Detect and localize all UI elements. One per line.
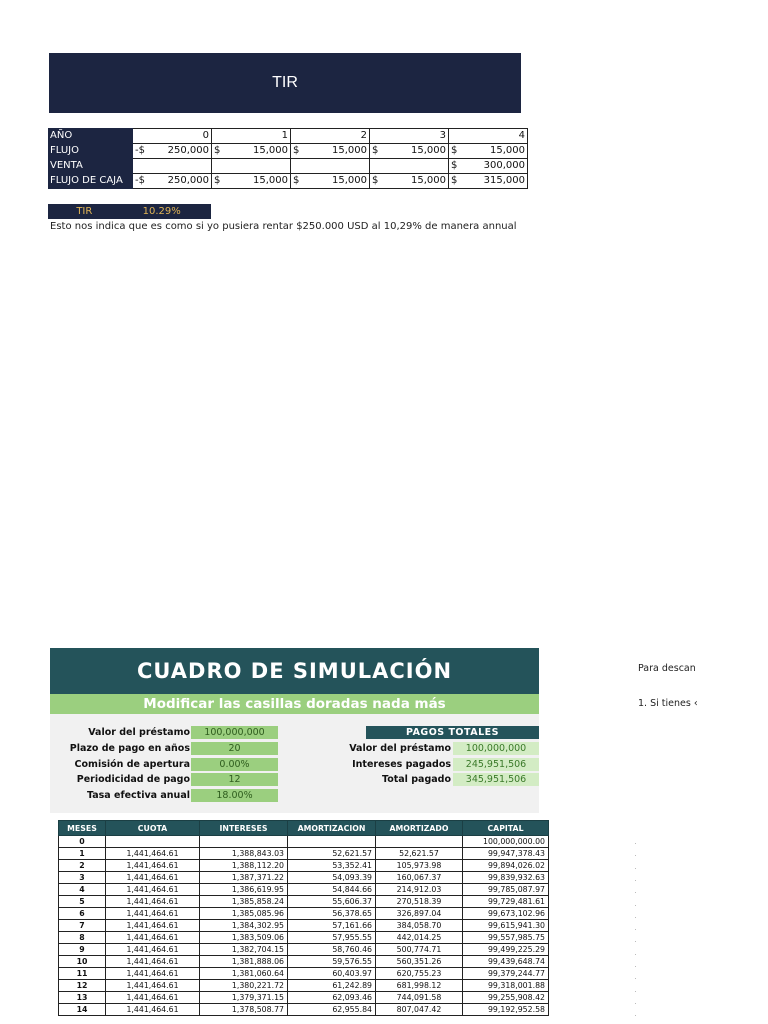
total-row-interest [300, 758, 451, 771]
side-mark [635, 917, 636, 918]
column-header: AMORTIZADO [376, 821, 463, 836]
row-label: FLUJO [49, 144, 133, 159]
table-row [59, 920, 549, 932]
value-cell[interactable]: $ 15,000 [449, 144, 528, 159]
total-interest-value: 245,951,506 [453, 758, 539, 771]
simulation-title [50, 648, 539, 694]
table-row [59, 908, 549, 920]
table-cell[interactable]: 2 [59, 860, 106, 872]
table-cell[interactable]: 1,382,704.15 [200, 944, 288, 956]
table-cell[interactable]: 1,441,464.61 [106, 884, 200, 896]
table-cell[interactable]: 60,403.97 [288, 968, 376, 980]
table-cell[interactable]: 99,379,244.77 [463, 968, 549, 980]
table-cell[interactable]: 99,947,378.43 [463, 848, 549, 860]
table-cell[interactable]: 442,014.25 [376, 932, 463, 944]
table-cell[interactable]: 56,378.65 [288, 908, 376, 920]
table-cell[interactable]: 100,000,000.00 [463, 836, 549, 848]
simulation-subtitle-text: Modificar las casillas doradas nada más [143, 696, 446, 712]
table-cell[interactable]: 1,441,464.61 [106, 932, 200, 944]
table-cell[interactable]: 744,091.58 [376, 992, 463, 1004]
value-cell[interactable]: $ 15,000 [291, 174, 370, 189]
year-label: AÑO [49, 129, 133, 144]
table-cell[interactable]: 53,352.41 [288, 860, 376, 872]
table-cell[interactable]: 62,955.84 [288, 1004, 376, 1016]
side-text-line1: Para descan [638, 663, 696, 674]
table-cell[interactable]: 1,378,508.77 [200, 1004, 288, 1016]
value-cell[interactable]: $ 15,000 [212, 174, 291, 189]
value-cell[interactable]: $ 315,000 [449, 174, 528, 189]
table-cell[interactable]: 560,351.26 [376, 956, 463, 968]
table-cell[interactable]: 99,839,932.63 [463, 872, 549, 884]
amortization-table [58, 820, 549, 1016]
table-row [59, 836, 549, 848]
table-cell[interactable]: 12 [59, 980, 106, 992]
table-cell[interactable]: 4 [59, 884, 106, 896]
table-cell[interactable]: 0 [59, 836, 106, 848]
input-row-commission [50, 758, 190, 771]
side-mark [635, 929, 636, 930]
table-row [59, 992, 549, 1004]
value-cell[interactable] [212, 159, 291, 174]
table-cell[interactable]: 57,161.66 [288, 920, 376, 932]
table-cell[interactable]: 270,518.39 [376, 896, 463, 908]
totals-title: PAGOS TOTALES [366, 726, 539, 739]
table-row [59, 944, 549, 956]
input-row-rate [50, 789, 190, 802]
table-cell[interactable]: 1,385,085.96 [200, 908, 288, 920]
table-cell[interactable]: 10 [59, 956, 106, 968]
table-cell[interactable] [200, 836, 288, 848]
tir-title: TIR [272, 74, 298, 91]
value-cell[interactable]: -$ 250,000 [133, 174, 212, 189]
table-row [59, 956, 549, 968]
table-cell[interactable]: 62,093.46 [288, 992, 376, 1004]
table-cell[interactable]: 1,385,858.24 [200, 896, 288, 908]
table-cell[interactable]: 160,067.37 [376, 872, 463, 884]
side-mark [635, 1003, 636, 1004]
total-paid-value: 345,951,506 [453, 773, 539, 786]
value-cell[interactable] [291, 159, 370, 174]
term-years-input[interactable]: 20 [191, 742, 278, 755]
side-text-line2: 1. Si tienes ‹ [638, 698, 698, 709]
table-cell[interactable]: 1,441,464.61 [106, 944, 200, 956]
value-cell[interactable]: $ 15,000 [212, 144, 291, 159]
side-mark [635, 966, 636, 967]
commission-input[interactable]: 0.00% [191, 758, 278, 771]
tir-result-value[interactable]: 10.29% [142, 206, 181, 217]
table-cell[interactable]: 57,955.55 [288, 932, 376, 944]
table-cell[interactable]: 7 [59, 920, 106, 932]
side-mark [635, 954, 636, 955]
value-cell[interactable]: $ 15,000 [370, 174, 449, 189]
column-header: CAPITAL [463, 821, 549, 836]
table-cell[interactable]: 1,384,302.95 [200, 920, 288, 932]
table-cell[interactable]: 99,318,001.88 [463, 980, 549, 992]
table-cell[interactable]: 1,441,464.61 [106, 872, 200, 884]
table-cell[interactable]: 54,844.66 [288, 884, 376, 896]
table-cell[interactable]: 99,785,087.97 [463, 884, 549, 896]
input-label: Valor del préstamo [88, 727, 190, 738]
table-row [59, 980, 549, 992]
table-cell[interactable]: 5 [59, 896, 106, 908]
table-cell[interactable]: 99,557,985.75 [463, 932, 549, 944]
table-cell[interactable]: 55,606.37 [288, 896, 376, 908]
table-cell[interactable] [106, 836, 200, 848]
total-label: Total pagado [381, 774, 451, 785]
input-row-periodicity [50, 773, 190, 786]
table-cell[interactable]: 99,439,648.74 [463, 956, 549, 968]
simulation-title-text: CUADRO DE SIMULACIÓN [136, 659, 453, 683]
side-mark [635, 941, 636, 942]
side-mark [635, 843, 636, 844]
input-label: Comisión de apertura [74, 759, 190, 770]
venta-row [49, 159, 528, 174]
side-mark [635, 991, 636, 992]
value-cell[interactable]: $ 300,000 [449, 159, 528, 174]
column-header: AMORTIZACION [288, 821, 376, 836]
table-cell[interactable]: 1,388,112.20 [200, 860, 288, 872]
total-label: Intereses pagados [352, 759, 451, 770]
flujo-row [49, 144, 528, 159]
table-cell[interactable]: 99,729,481.61 [463, 896, 549, 908]
side-mark [635, 880, 636, 881]
table-cell[interactable]: 6 [59, 908, 106, 920]
column-header: MESES [59, 821, 106, 836]
table-cell[interactable]: 500,774.71 [376, 944, 463, 956]
table-cell[interactable]: 14 [59, 1004, 106, 1016]
column-header: CUOTA [106, 821, 200, 836]
table-cell[interactable]: 99,192,952.58 [463, 1004, 549, 1016]
table-row [59, 1004, 549, 1016]
table-cell[interactable]: 807,047.42 [376, 1004, 463, 1016]
table-cell[interactable]: 620,755.23 [376, 968, 463, 980]
cash-flow-table [48, 128, 528, 189]
value-cell[interactable]: $ 15,000 [370, 144, 449, 159]
table-row [59, 932, 549, 944]
table-cell[interactable]: 1,441,464.61 [106, 848, 200, 860]
table-cell[interactable]: 681,998.12 [376, 980, 463, 992]
periodicity-input[interactable]: 12 [191, 773, 278, 786]
row-label: FLUJO DE CAJA [49, 174, 133, 189]
annual-rate-input[interactable]: 18.00% [191, 789, 278, 802]
table-cell[interactable]: 99,894,026.02 [463, 860, 549, 872]
table-cell[interactable]: 326,897.04 [376, 908, 463, 920]
table-cell[interactable]: 58,760.46 [288, 944, 376, 956]
total-label: Valor del préstamo [349, 743, 451, 754]
table-cell[interactable]: 1,381,888.06 [200, 956, 288, 968]
table-cell[interactable]: 1,380,221.72 [200, 980, 288, 992]
table-row [59, 860, 549, 872]
table-row [59, 848, 549, 860]
table-row [59, 872, 549, 884]
tir-note: Esto nos indica que es como si yo pusiera rentar $250.000 USD al 10,29% de manera annual [50, 221, 517, 232]
table-cell[interactable]: 13 [59, 992, 106, 1004]
table-row [59, 968, 549, 980]
table-cell[interactable]: 1,386,619.95 [200, 884, 288, 896]
table-cell[interactable]: 54,093.39 [288, 872, 376, 884]
table-cell[interactable]: 214,912.03 [376, 884, 463, 896]
table-row [59, 896, 549, 908]
table-cell[interactable]: 8 [59, 932, 106, 944]
table-cell[interactable]: 1,441,464.61 [106, 860, 200, 872]
table-cell[interactable] [376, 836, 463, 848]
side-mark [635, 868, 636, 869]
table-cell[interactable]: 1,441,464.61 [106, 980, 200, 992]
table-cell[interactable]: 1 [59, 848, 106, 860]
value-cell[interactable] [133, 159, 212, 174]
amortization-body [59, 836, 549, 1016]
table-cell[interactable]: 99,255,908.42 [463, 992, 549, 1004]
year-cell[interactable]: 2 [291, 129, 370, 144]
table-cell[interactable]: 9 [59, 944, 106, 956]
value-cell[interactable]: -$ 250,000 [133, 144, 212, 159]
table-cell[interactable]: 1,381,060.64 [200, 968, 288, 980]
side-mark [635, 978, 636, 979]
tir-result-label: TIR [76, 206, 93, 217]
table-cell[interactable]: 99,499,225.29 [463, 944, 549, 956]
table-cell[interactable]: 59,576.55 [288, 956, 376, 968]
table-cell[interactable]: 1,441,464.61 [106, 956, 200, 968]
loan-value-input[interactable]: 100,000,000 [191, 726, 278, 739]
table-cell[interactable]: 61,242.89 [288, 980, 376, 992]
year-row [49, 129, 528, 144]
year-cell[interactable]: 1 [212, 129, 291, 144]
input-row-loan [50, 726, 190, 739]
year-cell[interactable]: 0 [133, 129, 212, 144]
flujo-de-caja-row [49, 174, 528, 189]
side-mark [635, 1015, 636, 1016]
table-cell[interactable]: 52,621.57 [288, 848, 376, 860]
row-label: VENTA [49, 159, 133, 174]
table-cell[interactable]: 1,441,464.61 [106, 920, 200, 932]
table-cell[interactable]: 1,441,464.61 [106, 992, 200, 1004]
table-cell[interactable]: 105,973.98 [376, 860, 463, 872]
input-label: Periodicidad de pago [76, 774, 190, 785]
value-cell[interactable]: $ 15,000 [291, 144, 370, 159]
table-cell[interactable]: 1,383,509.06 [200, 932, 288, 944]
table-cell[interactable]: 99,673,102.96 [463, 908, 549, 920]
value-cell[interactable] [370, 159, 449, 174]
total-row-paid [300, 773, 451, 786]
table-cell[interactable]: 1,379,371.15 [200, 992, 288, 1004]
input-label: Plazo de pago en años [69, 743, 190, 754]
side-mark [635, 892, 636, 893]
table-cell[interactable]: 52,621.57 [376, 848, 463, 860]
side-mark [635, 905, 636, 906]
table-cell[interactable]: 11 [59, 968, 106, 980]
table-row [59, 884, 549, 896]
total-row-loan [300, 742, 451, 755]
table-cell[interactable] [288, 836, 376, 848]
table-cell[interactable]: 3 [59, 872, 106, 884]
total-loan-value: 100,000,000 [453, 742, 539, 755]
side-mark [635, 855, 636, 856]
table-cell[interactable]: 1,441,464.61 [106, 896, 200, 908]
table-cell[interactable]: 1,387,371.22 [200, 872, 288, 884]
table-header-row [59, 821, 549, 836]
table-cell[interactable]: 1,441,464.61 [106, 1004, 200, 1016]
table-cell[interactable]: 384,058.70 [376, 920, 463, 932]
tir-result [48, 204, 211, 219]
simulation-subtitle [50, 694, 539, 714]
table-cell[interactable]: 1,441,464.61 [106, 968, 200, 980]
table-cell[interactable]: 1,441,464.61 [106, 908, 200, 920]
table-cell[interactable]: 99,615,941.30 [463, 920, 549, 932]
year-cell[interactable]: 3 [370, 129, 449, 144]
year-cell[interactable]: 4 [449, 129, 528, 144]
input-label: Tasa efectiva anual [86, 790, 190, 801]
column-header: INTERESES [200, 821, 288, 836]
input-row-term [50, 742, 190, 755]
tir-banner [49, 53, 521, 113]
table-cell[interactable]: 1,388,843.03 [200, 848, 288, 860]
